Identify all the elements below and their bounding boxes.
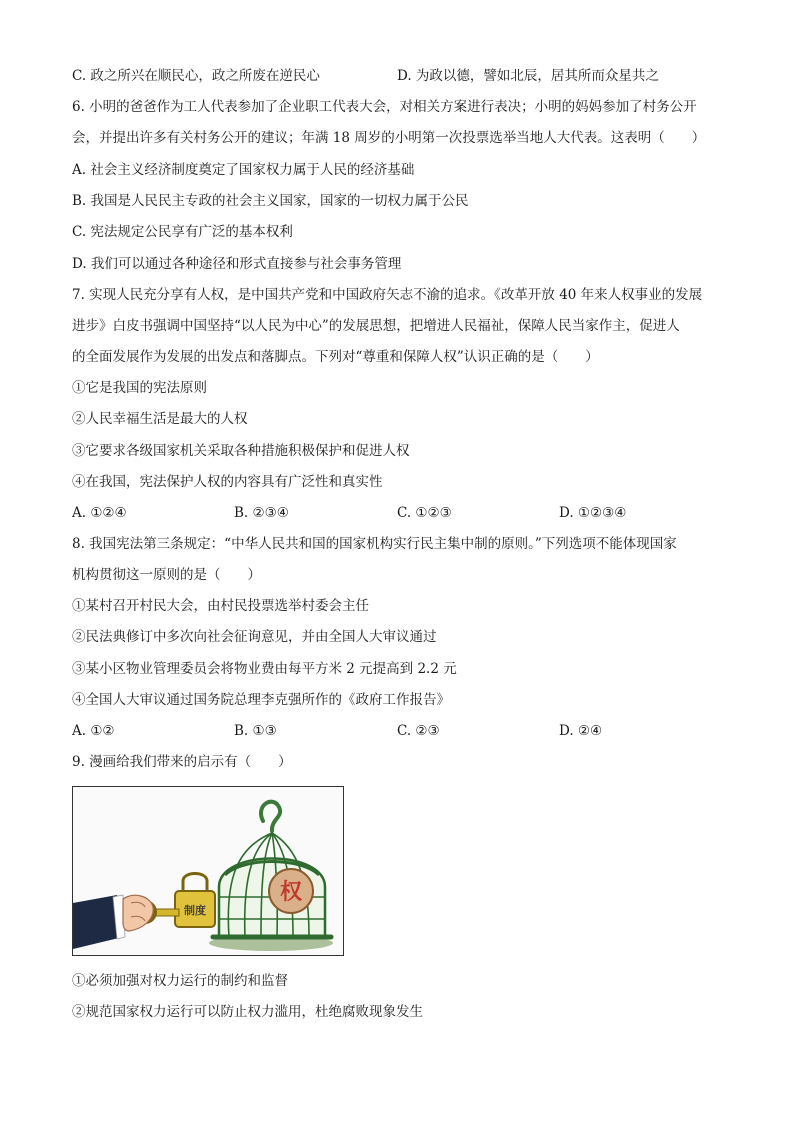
q7-choice-d[interactable]: D. ①②③④	[559, 505, 627, 521]
q7-choices-row	[0, 503, 794, 523]
q7-choice-a[interactable]: A. ①②④	[72, 505, 127, 521]
q8-choice-d[interactable]: D. ②④	[559, 723, 603, 739]
q9-cartoon-image	[72, 786, 344, 956]
q9-statement-2: ②规范国家权力运行可以防止权力滥用，杜绝腐败现象发生	[72, 1004, 423, 1020]
q6-option-a[interactable]: A. 社会主义经济制度奠定了国家权力属于人民的经济基础	[72, 162, 415, 178]
q6-stem-line2: 会，并提出许多有关村务公开的建议；年满 18 周岁的小明第一次投票选举当地人大代表。这表明（ ）	[72, 130, 706, 146]
q8-choice-c[interactable]: C. ②③	[397, 723, 440, 739]
q9-statement-1: ①必须加强对权力运行的制约和监督	[72, 973, 288, 989]
q9-stem: 9. 漫画给我们带来的启示有（ ）	[72, 754, 292, 770]
q8-statement-4: ④全国人大审议通过国务院总理李克强所作的《政府工作报告》	[72, 692, 450, 708]
q5-options-row	[0, 66, 794, 86]
q8-stem-line1: 8. 我国宪法第三条规定：“中华人民共和国的国家机构实行民主集中制的原则。”下列选项不能体现国家	[72, 536, 677, 552]
q7-stem-line1: 7. 实现人民充分享有人权，是中国共产党和中国政府矢志不渝的追求。《改革开放 40 年来人权事业的发展	[72, 287, 703, 303]
q8-choices-row	[0, 721, 794, 741]
q8-statement-1: ①某村召开村民大会，由村民投票选举村委会主任	[72, 598, 369, 614]
q6-option-c[interactable]: C. 宪法规定公民享有广泛的基本权利	[72, 224, 293, 240]
q7-choice-c[interactable]: C. ①②③	[397, 505, 452, 521]
q7-stem-line2: 进步》白皮书强调中国坚持“以人民为中心”的发展思想，把增进人民福祉，保障人民当家作主，促进人	[72, 318, 680, 334]
q7-statement-3: ③它要求各级国家机关采取各种措施积极保护和促进人权	[72, 443, 410, 459]
q7-stem-line3: 的全面发展作为发展的出发点和落脚点。下列对“尊重和保障人权”认识正确的是（ ）	[72, 349, 599, 365]
q5-option-d[interactable]: D. 为政以德，譬如北辰，居其所而众星共之	[397, 68, 659, 84]
cartoon-illustration	[73, 787, 344, 956]
q8-choice-b[interactable]: B. ①③	[234, 723, 277, 739]
cartoon-lock-label: 制度	[184, 904, 206, 917]
q7-statement-4: ④在我国，宪法保护人权的内容具有广泛性和真实性	[72, 474, 383, 490]
q6-stem-line1: 6. 小明的爸爸作为工人代表参加了企业职工代表大会，对相关方案进行表决；小明的妈妈参加了村务公开	[72, 99, 697, 115]
q8-stem-line2: 机构贯彻这一原则的是（ ）	[72, 567, 261, 583]
cartoon-cage-character: 权	[279, 880, 303, 905]
q6-option-d[interactable]: D. 我们可以通过各种途径和形式直接参与社会事务管理	[72, 256, 402, 272]
q5-option-c[interactable]: C. 政之所兴在顺民心，政之所废在逆民心	[72, 68, 320, 84]
q8-statement-3: ③某小区物业管理委员会将物业费由每平方米 2 元提高到 2.2 元	[72, 661, 457, 677]
q8-statement-2: ②民法典修订中多次向社会征询意见，并由全国人大审议通过	[72, 629, 437, 645]
q8-choice-a[interactable]: A. ①②	[72, 723, 115, 739]
q7-choice-b[interactable]: B. ②③④	[234, 505, 289, 521]
q6-option-b[interactable]: B. 我国是人民民主专政的社会主义国家，国家的一切权力属于公民	[72, 193, 469, 209]
q7-statement-2: ②人民幸福生活是最大的人权	[72, 411, 248, 427]
q7-statement-1: ①它是我国的宪法原则	[72, 380, 207, 396]
